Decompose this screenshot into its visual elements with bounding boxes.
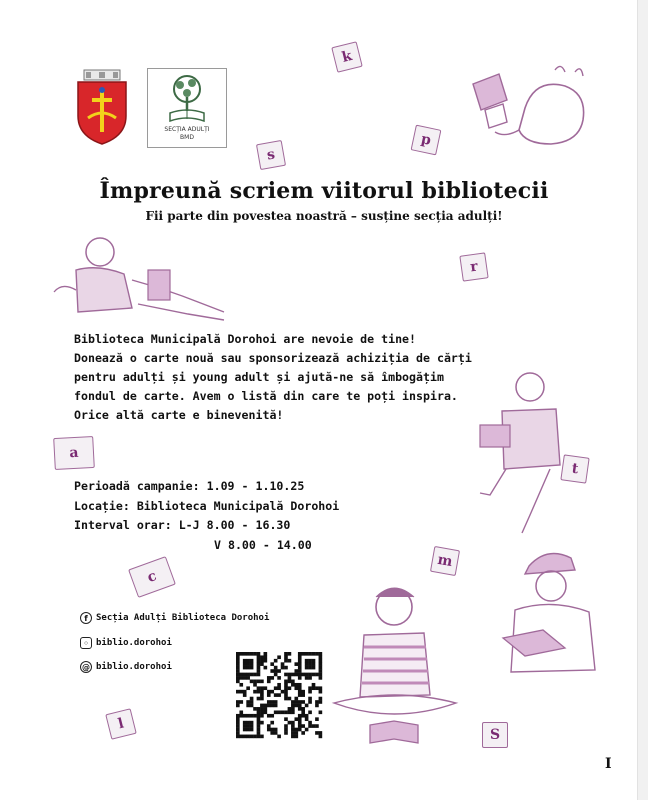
capped-reader-illustration: [495, 540, 605, 690]
threads-icon: @: [82, 662, 90, 672]
social-instagram[interactable]: [80, 637, 172, 649]
instagram-icon: ◦: [80, 637, 92, 649]
letter-tile-p: p: [411, 125, 442, 156]
letter-tile-s-capital: S: [482, 722, 508, 748]
body-line: Orice altă carte e binevenită!: [74, 408, 284, 422]
page-subtitle: Fii parte din povestea noastră – susține secția adulți!: [145, 209, 503, 223]
threads-handle: biblio.dorohoi: [96, 662, 172, 672]
instagram-handle: biblio.dorohoi: [96, 638, 172, 648]
facebook-icon: f: [80, 612, 92, 624]
letter-tile-k: k: [331, 41, 363, 73]
library-section-logo: [147, 68, 227, 148]
girl-reading-illustration: [330, 575, 470, 765]
body-line: fondul de carte. Avem o listă din care te poți inspira.: [74, 389, 458, 403]
letter-tile-s: s: [256, 140, 286, 170]
reading-cat-illustration: [455, 48, 595, 158]
logo-sub-label: BMD: [180, 134, 194, 141]
body-line: pentru adulți și young adult și ajută-ne să îmbogățim: [74, 370, 444, 384]
appeal-paragraph: [74, 330, 574, 425]
social-facebook[interactable]: [80, 612, 269, 624]
campaign-hours-weekdays: Interval orar: L-J 8.00 - 16.30: [74, 518, 291, 532]
logo-label: SECȚIA ADULȚI: [164, 126, 210, 133]
body-line: Donează o carte nouă sau sponsorizează achiziția de cărți: [74, 351, 472, 365]
letter-tile-t: t: [560, 454, 589, 483]
body-line: Biblioteca Municipală Dorohoi are nevoie de tine!: [74, 332, 417, 346]
campaign-location: Locație: Biblioteca Municipală Dorohoi: [74, 498, 340, 513]
campaign-period: Perioadă campanie: 1.09 - 1.10.25: [74, 479, 305, 493]
campaign-info: [74, 477, 494, 555]
letter-tile-l: l: [105, 708, 137, 740]
city-crest-logo: [74, 70, 130, 146]
qr-code[interactable]: [236, 652, 322, 738]
sitting-reader-illustration: [48, 230, 228, 330]
corner-mark: I: [605, 756, 612, 772]
letter-tile-c: c: [128, 556, 176, 598]
campaign-hours-friday: V 8.00 - 14.00: [214, 537, 312, 552]
tree-book-icon: [148, 69, 226, 125]
page-edge: [637, 0, 648, 800]
letter-tile-r: r: [459, 252, 488, 281]
social-threads[interactable]: [80, 661, 172, 673]
letter-tile-a: a: [53, 436, 95, 470]
facebook-handle: Secția Adulți Biblioteca Dorohoi: [96, 613, 270, 623]
page-title: Împreună scriem viitorul bibliotecii: [99, 178, 549, 204]
letter-tile-m: m: [430, 546, 460, 576]
